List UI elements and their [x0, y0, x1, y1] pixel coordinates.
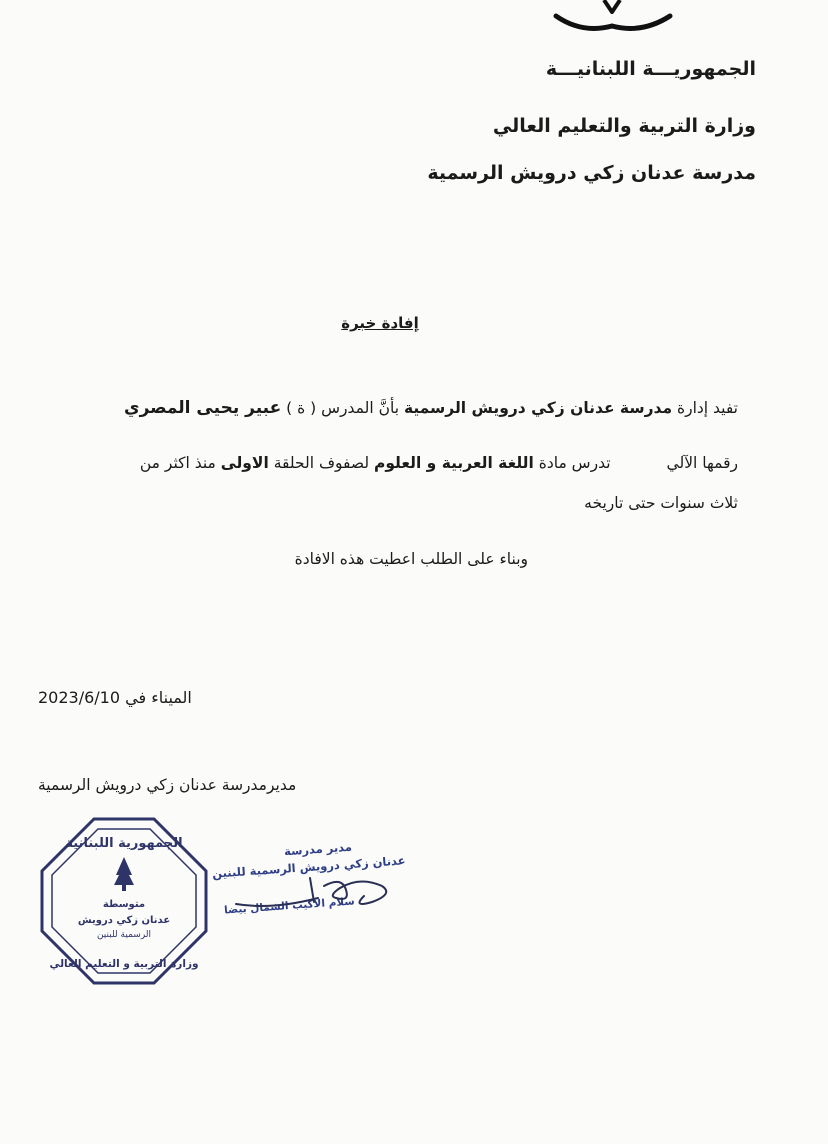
stamp-line-2: عدنان زكي درويش الرسمية للبنين	[211, 853, 406, 881]
official-octagonal-seal	[38, 815, 210, 987]
line2-c: لصفوف الحلقة	[268, 454, 374, 472]
line2-d: منذ اكثر من	[139, 454, 221, 472]
teacher-name: عبير يحيى المصري	[124, 398, 282, 418]
stamp-line-1: مدير مدرسة	[283, 839, 353, 859]
open-book-logo-icon	[552, 0, 674, 36]
document-title: إفادة خبرة	[341, 314, 419, 332]
seal-top-text: الجمهورية اللبنانية	[65, 836, 183, 851]
subjects-bold: اللغة العربية و العلوم	[373, 454, 534, 472]
cycle-bold: الاولى	[220, 454, 269, 472]
cedar-trunk	[122, 885, 126, 891]
seal-center-1: متوسطة	[102, 899, 146, 910]
line2-serial-label: رقمها الآلي	[666, 454, 738, 472]
director-title: مديرمدرسة عدنان زكي درويش الرسمية	[38, 776, 297, 794]
line2-b: تدرس مادة	[533, 454, 611, 472]
body-line-4: وبناء على الطلب اعطيت هذه الافادة	[294, 550, 528, 568]
body-line-2	[140, 454, 738, 472]
line1-mid: بأنَّ المدرس ( ة )	[281, 399, 404, 417]
seal-center-2: عدنان زكي درويش	[77, 915, 171, 926]
date-line	[38, 688, 192, 707]
seal-center-3: الرسمية للبنين	[96, 930, 152, 940]
handwritten-signature	[232, 868, 402, 918]
date-value: 2023/6/10	[38, 688, 121, 707]
ministry-heading: وزارة التربية والتعليم العالي	[492, 115, 756, 137]
date-place: الميناء في	[125, 688, 192, 707]
body-line-1	[124, 398, 738, 418]
republic-heading: الجمهوريـــة اللبنانيـــة	[545, 58, 756, 80]
seal-bottom-text: وزارة التربية و التعليم العالي	[49, 958, 199, 970]
school-heading: مدرسة عدنان زكي درويش الرسمية	[427, 162, 756, 184]
body-line-3: ثلاث سنوات حتى تاريخه	[584, 494, 738, 512]
stamp-line-3: سلام الاكيب الشمال بيضا	[223, 895, 355, 917]
line1-start: تفيد إدارة	[672, 399, 738, 417]
school-name-bold: مدرسة عدنان زكي درويش الرسمية	[403, 399, 673, 417]
cedar-tree-icon	[114, 857, 134, 885]
